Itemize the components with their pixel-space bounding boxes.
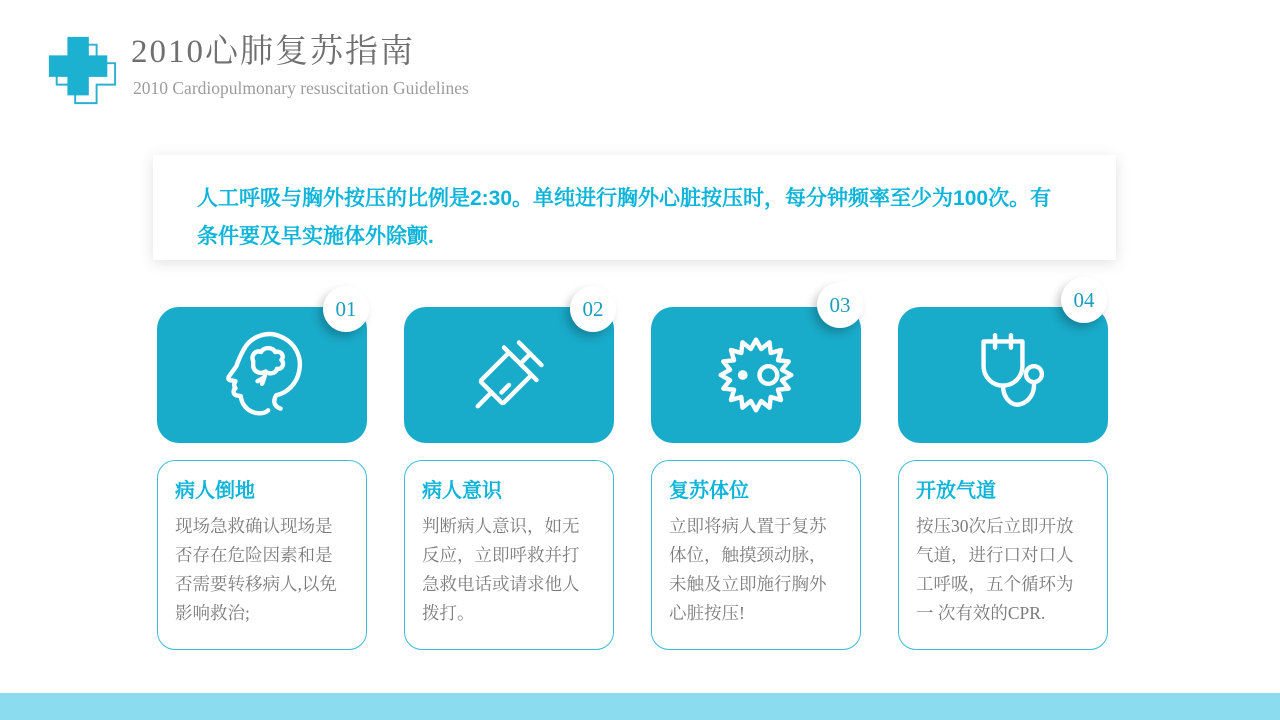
step-column-4: [898, 287, 1108, 650]
step-number: 01: [335, 296, 357, 321]
step-column-3: [651, 292, 861, 650]
step-number-badge: [323, 286, 369, 332]
step-description: 立即将病人置于复苏体位，触摸颈动脉，未触及立即施行胸外心脏按压!: [669, 516, 827, 623]
highlight-box: [153, 155, 1116, 260]
step-number-badge: [817, 282, 863, 328]
step-description: 按压30次后立即开放气道，进行口对口人工呼吸，五个循环为一 次有效的CPR.: [916, 516, 1074, 623]
step-icon-tile: [404, 296, 614, 443]
step-title: 病人倒地: [175, 480, 255, 502]
step-description: 判断病人意识，如无反应，立即呼救并打急救电话或请求他人拨打。: [422, 516, 580, 623]
step-title: 复苏体位: [669, 480, 749, 502]
step-number-badge: [570, 286, 616, 332]
footer-bar: [0, 693, 1280, 720]
step-number: 04: [1073, 287, 1095, 312]
step-icon-tile: [651, 292, 861, 443]
step-number: 03: [829, 292, 851, 317]
virus-icon: [703, 322, 809, 428]
header: [45, 30, 469, 108]
highlight-text: 人工呼吸与胸外按压的比例是2:30。单纯进行胸外心脏按压时，每分钟频率至少为100次。有条件要及早实施体外除颤.: [197, 187, 1052, 248]
step-text-box: [404, 460, 614, 650]
step-column-2: [404, 296, 614, 650]
step-text-box: [898, 460, 1108, 650]
syringe-icon: [456, 322, 562, 428]
head-brain-icon: [209, 322, 315, 428]
step-title: 开放气道: [916, 480, 996, 502]
page-subtitle: 2010 Cardiopulmonary resuscitation Guidelines: [133, 78, 469, 98]
step-number: 02: [582, 296, 604, 321]
step-number-badge: [1061, 277, 1107, 323]
step-icon-tile: [898, 287, 1108, 443]
step-text-box: [651, 460, 861, 650]
medical-cross-icon: [45, 34, 119, 108]
step-text-box: [157, 460, 367, 650]
step-title: 病人意识: [422, 480, 502, 502]
step-icon-tile: [157, 296, 367, 443]
step-column-1: [157, 296, 367, 650]
step-description: 现场急救确认现场是否存在危险因素和是否需要转移病人,以免影响救治;: [175, 516, 337, 623]
page-title: 2010心肺复苏指南: [131, 34, 415, 70]
stethoscope-icon: [950, 322, 1056, 428]
title-block: [131, 30, 469, 99]
